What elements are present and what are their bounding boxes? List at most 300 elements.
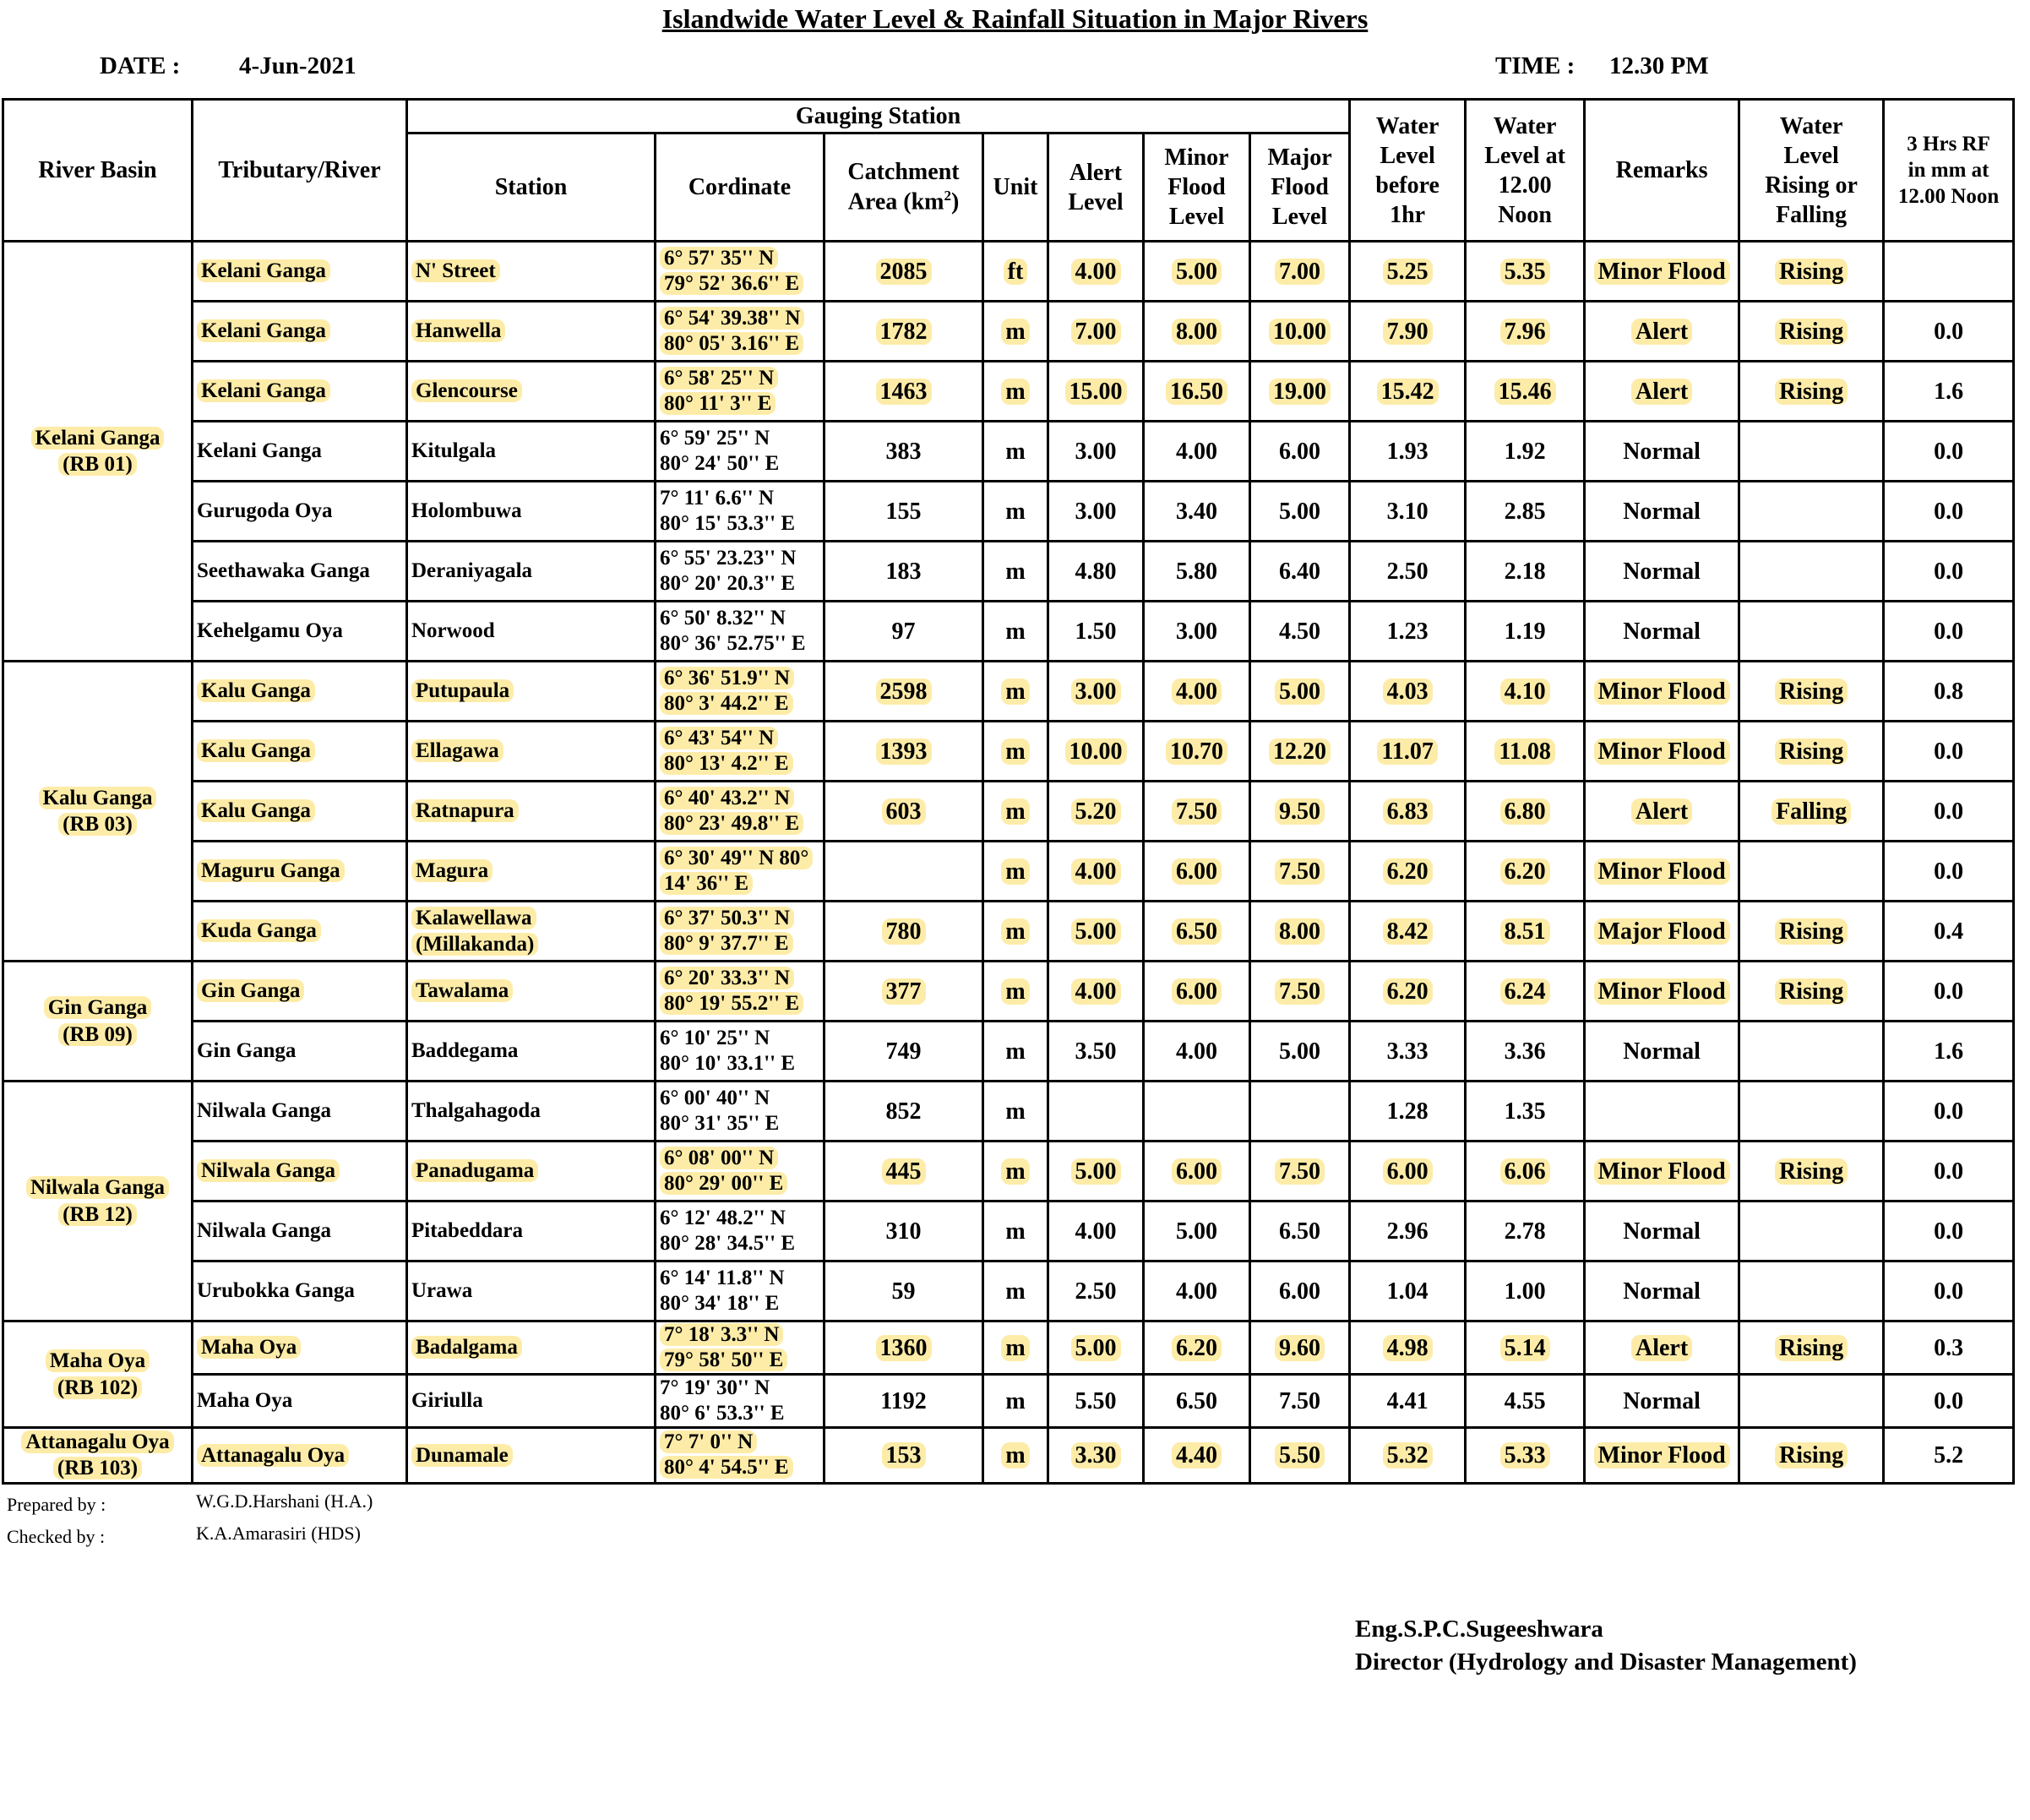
cell-level-noon	[1466, 1375, 1585, 1428]
cell-level-before	[1350, 602, 1466, 662]
cell-unit	[983, 302, 1048, 362]
cell-level-before	[1350, 1261, 1466, 1321]
cell-trend	[1739, 1428, 1884, 1484]
cell-trend	[1739, 1321, 1884, 1375]
cell-major-flood-level	[1250, 662, 1350, 722]
cell-level-noon	[1466, 962, 1585, 1022]
cell-remarks	[1585, 722, 1739, 782]
header-level-noon-line: 12.00	[1498, 172, 1552, 199]
cell-station	[407, 1202, 656, 1261]
level-noon-value: 1.19	[1504, 618, 1546, 645]
rainfall-value: 0.0	[1934, 1098, 1964, 1125]
header-unit: Unit	[983, 134, 1048, 242]
cell-alert-level	[1048, 1261, 1144, 1321]
coordinate-value: 80° 36' 52.75'' E	[660, 632, 806, 655]
cell-level-before	[1350, 1375, 1466, 1428]
cell-remarks	[1585, 782, 1739, 842]
station-value: Badalgama	[411, 1336, 522, 1359]
alert-level-value: 3.30	[1071, 1442, 1121, 1469]
cell-catchment	[825, 602, 983, 662]
cell-level-before	[1350, 782, 1466, 842]
cell-alert-level	[1048, 1202, 1144, 1261]
minor-flood-level-value: 6.00	[1172, 858, 1222, 885]
cell-trend	[1739, 662, 1884, 722]
coordinate-value: 6° 59' 25'' N	[660, 427, 770, 450]
tributary-value: Nilwala Ganga	[197, 1219, 332, 1243]
remarks-value: Normal	[1623, 498, 1701, 525]
cell-unit	[983, 962, 1048, 1022]
cell-unit	[983, 1428, 1048, 1484]
cell-remarks	[1585, 902, 1739, 962]
water-level-table	[2, 98, 2015, 1485]
cell-unit	[983, 602, 1048, 662]
cell-rainfall	[1884, 1142, 2014, 1202]
rainfall-value: 1.6	[1934, 1038, 1964, 1065]
cell-level-noon	[1466, 302, 1585, 362]
cell-level-noon	[1466, 902, 1585, 962]
level-before-value: 8.42	[1383, 918, 1433, 945]
station-value: Putupaula	[411, 679, 514, 702]
cell-trend	[1739, 362, 1884, 422]
cell-coordinate	[656, 782, 825, 842]
cell-level-noon	[1466, 1202, 1585, 1261]
cell-station	[407, 1142, 656, 1202]
level-noon-value: 1.92	[1504, 438, 1546, 465]
cell-remarks	[1585, 482, 1739, 542]
unit-value: ft	[1004, 259, 1028, 285]
cell-unit	[983, 362, 1048, 422]
trend-value: Rising	[1775, 1442, 1848, 1469]
unit-value: m	[1005, 438, 1026, 465]
level-noon-value: 4.10	[1500, 678, 1550, 705]
cell-station	[407, 542, 656, 602]
remarks-value: Normal	[1623, 1278, 1701, 1305]
cell-catchment	[825, 542, 983, 602]
header-alert-level-line: Level	[1068, 188, 1124, 215]
cell-level-before	[1350, 422, 1466, 482]
cell-river-basin	[3, 1082, 193, 1321]
station-value: Panadugama	[411, 1159, 538, 1182]
tributary-value: Kalu Ganga	[197, 799, 315, 822]
station-value: Norwood	[411, 619, 495, 643]
rainfall-value: 0.0	[1934, 438, 1964, 465]
cell-catchment	[825, 302, 983, 362]
level-before-value: 3.33	[1386, 1038, 1429, 1065]
cell-rainfall	[1884, 902, 2014, 962]
remarks-value: Normal	[1623, 438, 1701, 465]
cell-station	[407, 1321, 656, 1375]
coordinate-value: 80° 28' 34.5'' E	[660, 1232, 796, 1255]
trend-value: Rising	[1775, 738, 1848, 765]
major-flood-level-value: 10.00	[1269, 319, 1331, 345]
alert-level-value: 3.00	[1071, 678, 1121, 705]
remarks-value: Minor Flood	[1594, 259, 1730, 285]
cell-minor-flood-level	[1144, 902, 1250, 962]
minor-flood-level-value: 16.50	[1166, 379, 1227, 405]
cell-minor-flood-level	[1144, 602, 1250, 662]
unit-value: m	[1001, 379, 1029, 405]
cell-unit	[983, 242, 1048, 302]
cell-river-basin	[3, 1428, 193, 1484]
cell-remarks	[1585, 242, 1739, 302]
cell-unit	[983, 542, 1048, 602]
cell-trend	[1739, 302, 1884, 362]
basin-group	[3, 242, 2014, 662]
station-value: Dunamale	[411, 1444, 513, 1467]
cell-major-flood-level	[1250, 1375, 1350, 1428]
tributary-value: Kelani Ganga	[197, 319, 330, 342]
level-before-value: 11.07	[1377, 738, 1437, 765]
coordinate-value: 79° 52' 36.6'' E	[660, 272, 803, 295]
station-value: Deraniyagala	[411, 559, 533, 583]
cell-unit	[983, 842, 1048, 902]
unit-value: m	[1005, 498, 1026, 525]
unit-value: m	[1005, 618, 1026, 645]
tributary-value: Nilwala Ganga	[197, 1099, 332, 1123]
cell-station	[407, 1022, 656, 1082]
header-tributary: Tributary/River	[193, 100, 407, 242]
coordinate-value: 7° 19' 30'' N	[660, 1376, 770, 1399]
remarks-value: Minor Flood	[1594, 1442, 1730, 1469]
checked-by-name: K.A.Amarasiri (HDS)	[196, 1523, 361, 1544]
cell-alert-level	[1048, 602, 1144, 662]
alert-level-value: 5.50	[1075, 1387, 1117, 1414]
major-flood-level-value: 7.50	[1275, 978, 1325, 1005]
header-minor-flood-level	[1144, 134, 1250, 242]
cell-tributary	[193, 722, 407, 782]
rainfall-value: 0.0	[1934, 1278, 1964, 1305]
header-catchment-line2: Area (km	[847, 188, 944, 215]
cell-trend	[1739, 1202, 1884, 1261]
cell-coordinate	[656, 1261, 825, 1321]
coordinate-value: 80° 3' 44.2'' E	[660, 692, 793, 715]
cell-catchment	[825, 662, 983, 722]
cell-tributary	[193, 302, 407, 362]
level-noon-value: 8.51	[1500, 918, 1550, 945]
cell-remarks	[1585, 422, 1739, 482]
minor-flood-level-value: 4.00	[1176, 1038, 1217, 1065]
station-value: (Millakanda)	[411, 933, 538, 956]
trend-value: Falling	[1771, 798, 1851, 825]
coordinate-value: 6° 43' 54'' N	[660, 727, 778, 749]
major-flood-level-value: 5.00	[1275, 678, 1325, 705]
header-level-noon-line: Water	[1493, 112, 1557, 139]
level-noon-value: 6.24	[1500, 978, 1550, 1005]
unit-value: m	[1005, 1218, 1026, 1245]
level-before-value: 6.20	[1383, 858, 1433, 885]
header-level-noon	[1466, 100, 1585, 242]
cell-trend	[1739, 542, 1884, 602]
cell-level-before	[1350, 1142, 1466, 1202]
level-noon-value: 7.96	[1500, 319, 1550, 345]
cell-catchment	[825, 782, 983, 842]
cell-remarks	[1585, 1428, 1739, 1484]
cell-remarks	[1585, 1321, 1739, 1375]
coordinate-value: 6° 58' 25'' N	[660, 367, 778, 390]
header-river-basin: River Basin	[3, 100, 193, 242]
cell-minor-flood-level	[1144, 962, 1250, 1022]
minor-flood-level-value: 6.00	[1172, 978, 1222, 1005]
coordinate-value: 80° 13' 4.2'' E	[660, 752, 793, 775]
unit-value: m	[1005, 1098, 1026, 1125]
cell-level-noon	[1466, 782, 1585, 842]
table-row	[3, 842, 2014, 902]
cell-trend	[1739, 482, 1884, 542]
cell-catchment	[825, 1375, 983, 1428]
cell-coordinate	[656, 302, 825, 362]
alert-level-value: 3.50	[1075, 1038, 1117, 1065]
major-flood-level-value: 6.40	[1279, 558, 1321, 585]
cell-major-flood-level	[1250, 1428, 1350, 1484]
cell-level-before	[1350, 362, 1466, 422]
alert-level-value: 2.50	[1075, 1278, 1117, 1305]
cell-remarks	[1585, 1082, 1739, 1142]
cell-alert-level	[1048, 1022, 1144, 1082]
catchment-value: 445	[882, 1158, 926, 1185]
remarks-value: Normal	[1623, 558, 1701, 585]
header-level-noon-line: Level at	[1484, 142, 1565, 169]
unit-value: m	[1001, 678, 1029, 705]
coordinate-value: 80° 10' 33.1'' E	[660, 1052, 796, 1075]
cell-level-noon	[1466, 842, 1585, 902]
alert-level-value: 4.80	[1075, 558, 1117, 585]
cell-alert-level	[1048, 1082, 1144, 1142]
major-flood-level-value: 6.00	[1279, 1278, 1321, 1305]
cell-station	[407, 242, 656, 302]
cell-rainfall	[1884, 1022, 2014, 1082]
level-noon-value: 2.18	[1504, 558, 1546, 585]
catchment-value: 749	[885, 1038, 922, 1065]
cell-rainfall	[1884, 662, 2014, 722]
river-basin-name: (RB 09)	[58, 1023, 137, 1046]
cell-remarks	[1585, 1375, 1739, 1428]
level-noon-value: 6.06	[1500, 1158, 1550, 1185]
unit-value: m	[1001, 319, 1029, 345]
cell-rainfall	[1884, 1082, 2014, 1142]
rainfall-value: 0.4	[1934, 918, 1964, 945]
coordinate-value: 80° 4' 54.5'' E	[660, 1456, 793, 1479]
coordinate-value: 6° 10' 25'' N	[660, 1027, 770, 1049]
cell-catchment	[825, 1082, 983, 1142]
river-basin-name: Gin Ganga	[44, 996, 151, 1019]
station-value: Thalgahagoda	[411, 1099, 541, 1123]
cell-station	[407, 302, 656, 362]
header-minor-flood-level-line: Flood	[1167, 174, 1226, 200]
table-row	[3, 482, 2014, 542]
header-rising-falling-line: Level	[1783, 142, 1839, 169]
cell-minor-flood-level	[1144, 1375, 1250, 1428]
level-noon-value: 2.85	[1504, 498, 1546, 525]
unit-value: m	[1001, 1158, 1029, 1185]
cell-catchment	[825, 902, 983, 962]
header-rainfall-line: in mm at	[1908, 158, 1989, 182]
rainfall-value: 0.0	[1934, 498, 1964, 525]
coordinate-value: 6° 50' 8.32'' N	[660, 607, 786, 629]
table-row	[3, 1321, 2014, 1375]
level-noon-value: 15.46	[1494, 379, 1556, 405]
level-noon-value: 1.35	[1504, 1098, 1546, 1125]
cell-tributary	[193, 482, 407, 542]
unit-value: m	[1001, 738, 1029, 765]
cell-coordinate	[656, 962, 825, 1022]
cell-remarks	[1585, 1142, 1739, 1202]
catchment-value: 1782	[876, 319, 932, 345]
cell-station	[407, 602, 656, 662]
cell-station	[407, 362, 656, 422]
remarks-value: Alert	[1631, 319, 1692, 345]
minor-flood-level-value: 6.50	[1176, 1387, 1217, 1414]
remarks-value: Normal	[1623, 1038, 1701, 1065]
cell-alert-level	[1048, 962, 1144, 1022]
header-alert-level-line: Alert	[1069, 159, 1123, 186]
cell-tributary	[193, 242, 407, 302]
cell-trend	[1739, 1082, 1884, 1142]
catchment-value: 2598	[876, 678, 932, 705]
header-gauging-station: Gauging Station	[407, 100, 1350, 134]
alert-level-value: 4.00	[1071, 259, 1121, 285]
cell-major-flood-level	[1250, 902, 1350, 962]
level-before-value: 4.41	[1386, 1387, 1429, 1414]
cell-trend	[1739, 902, 1884, 962]
cell-coordinate	[656, 422, 825, 482]
station-value: N' Street	[411, 259, 500, 282]
trend-value: Rising	[1775, 678, 1848, 705]
header-level-before-line: Level	[1380, 142, 1435, 169]
cell-catchment	[825, 962, 983, 1022]
cell-major-flood-level	[1250, 302, 1350, 362]
cell-minor-flood-level	[1144, 662, 1250, 722]
level-noon-value: 1.00	[1504, 1278, 1546, 1305]
header-rainfall-line: 3 Hrs RF	[1907, 132, 1990, 155]
alert-level-value: 5.00	[1071, 1158, 1121, 1185]
cell-station	[407, 842, 656, 902]
cell-remarks	[1585, 302, 1739, 362]
cell-remarks	[1585, 1022, 1739, 1082]
cell-coordinate	[656, 842, 825, 902]
coordinate-value: 79° 58' 50'' E	[660, 1349, 787, 1371]
cell-minor-flood-level	[1144, 1082, 1250, 1142]
cell-rainfall	[1884, 842, 2014, 902]
header-level-noon-line: Noon	[1498, 201, 1552, 228]
header-rising-falling-line: Falling	[1776, 201, 1848, 228]
rainfall-value: 0.0	[1934, 1158, 1964, 1185]
prepared-by-name: W.G.D.Harshani (H.A.)	[196, 1490, 373, 1512]
coordinate-value: 80° 34' 18'' E	[660, 1292, 780, 1315]
level-before-value: 5.32	[1383, 1442, 1433, 1469]
header-station: Station	[407, 134, 656, 242]
cell-level-before	[1350, 662, 1466, 722]
cell-catchment	[825, 1261, 983, 1321]
unit-value: m	[1005, 1387, 1026, 1414]
cell-major-flood-level	[1250, 1261, 1350, 1321]
unit-value: m	[1005, 1278, 1026, 1305]
tributary-value: Nilwala Ganga	[197, 1159, 340, 1182]
minor-flood-level-value: 6.20	[1172, 1335, 1222, 1361]
header-coordinate: Cordinate	[656, 134, 825, 242]
cell-level-before	[1350, 1082, 1466, 1142]
remarks-value: Alert	[1631, 1335, 1692, 1361]
level-before-value: 2.50	[1386, 558, 1429, 585]
remarks-value: Minor Flood	[1594, 978, 1730, 1005]
cell-coordinate	[656, 1202, 825, 1261]
cell-rainfall	[1884, 1428, 2014, 1484]
minor-flood-level-value: 4.00	[1176, 438, 1217, 465]
station-value: Ellagawa	[411, 739, 503, 762]
cell-rainfall	[1884, 482, 2014, 542]
checked-by-label: Checked by :	[7, 1526, 106, 1547]
cell-alert-level	[1048, 542, 1144, 602]
cell-alert-level	[1048, 362, 1144, 422]
table-row	[3, 1142, 2014, 1202]
cell-trend	[1739, 1261, 1884, 1321]
tributary-value: Attanagalu Oya	[197, 1444, 349, 1467]
cell-remarks	[1585, 1202, 1739, 1261]
cell-level-noon	[1466, 542, 1585, 602]
unit-value: m	[1001, 798, 1029, 825]
table-row	[3, 602, 2014, 662]
station-value: Giriulla	[411, 1389, 483, 1413]
cell-trend	[1739, 602, 1884, 662]
cell-level-noon	[1466, 722, 1585, 782]
header-major-flood-level-line: Flood	[1271, 174, 1329, 200]
level-noon-value: 3.36	[1504, 1038, 1546, 1065]
header-catchment	[825, 134, 983, 242]
coordinate-value: 6° 54' 39.38'' N	[660, 307, 804, 330]
level-noon-value: 6.80	[1500, 798, 1550, 825]
cell-major-flood-level	[1250, 542, 1350, 602]
river-basin-name: Kelani Ganga	[31, 427, 165, 450]
level-before-value: 1.23	[1386, 618, 1429, 645]
cell-tributary	[193, 1261, 407, 1321]
cell-coordinate	[656, 1022, 825, 1082]
cell-level-before	[1350, 482, 1466, 542]
table-row	[3, 302, 2014, 362]
cell-alert-level	[1048, 422, 1144, 482]
cell-station	[407, 422, 656, 482]
rainfall-value: 0.0	[1934, 858, 1964, 885]
rainfall-value: 0.0	[1934, 618, 1964, 645]
header-rising-falling	[1739, 100, 1884, 242]
table-row	[3, 1428, 2014, 1484]
cell-major-flood-level	[1250, 602, 1350, 662]
coordinate-value: 6° 14' 11.8'' N	[660, 1267, 785, 1289]
cell-catchment	[825, 362, 983, 422]
header-major-flood-level-line: Major	[1267, 144, 1332, 171]
cell-trend	[1739, 1375, 1884, 1428]
cell-catchment	[825, 1428, 983, 1484]
basin-group	[3, 962, 2014, 1082]
cell-remarks	[1585, 602, 1739, 662]
cell-catchment	[825, 422, 983, 482]
coordinate-value: 6° 40' 43.2'' N	[660, 787, 794, 809]
minor-flood-level-value: 10.70	[1166, 738, 1227, 765]
rainfall-value: 0.0	[1934, 558, 1964, 585]
cell-trend	[1739, 782, 1884, 842]
cell-minor-flood-level	[1144, 1428, 1250, 1484]
alert-level-value: 3.00	[1075, 438, 1117, 465]
cell-alert-level	[1048, 1321, 1144, 1375]
cell-major-flood-level	[1250, 482, 1350, 542]
tributary-value: Kelani Ganga	[197, 439, 322, 463]
cell-level-noon	[1466, 1261, 1585, 1321]
cell-station	[407, 722, 656, 782]
coordinate-value: 7° 11' 6.6'' N	[660, 487, 775, 509]
cell-coordinate	[656, 602, 825, 662]
cell-station	[407, 662, 656, 722]
cell-level-before	[1350, 902, 1466, 962]
trend-value: Rising	[1775, 918, 1848, 945]
tributary-value: Kelani Ganga	[197, 259, 330, 282]
